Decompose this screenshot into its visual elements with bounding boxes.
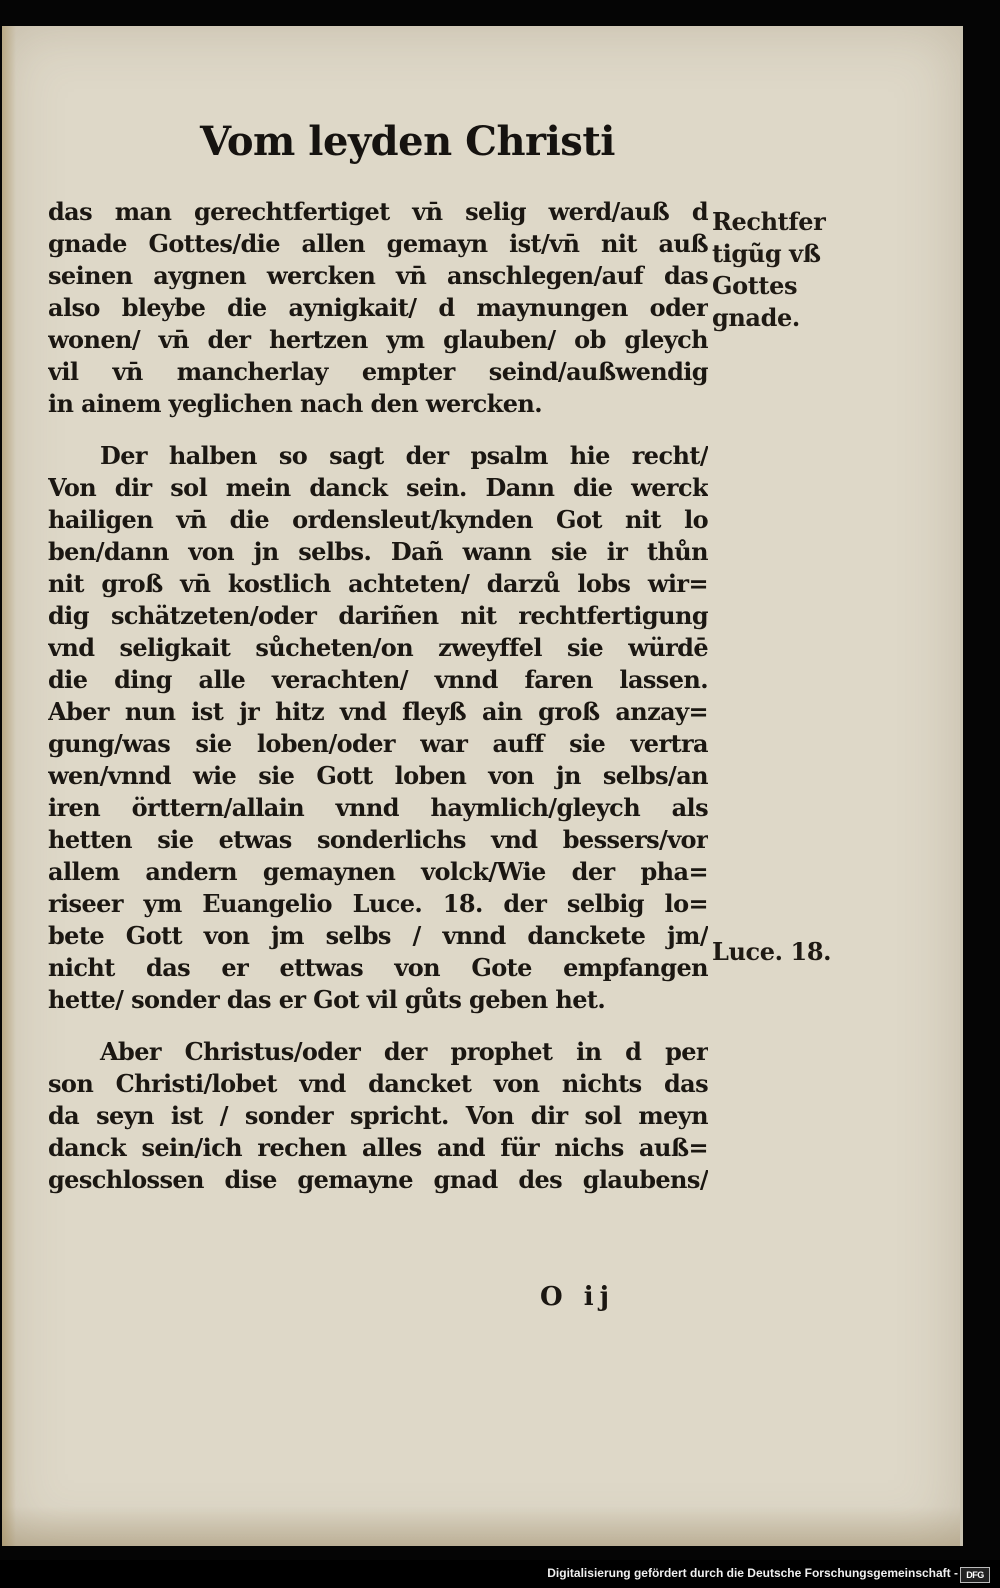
margin-note-rechtfertigung: Rechtfer tigũg vß Gottes gnade. [712, 207, 826, 332]
text-line: riseer ym Euangelio Luce. 18. der selbig lo= [48, 889, 708, 918]
dfg-logo: DFG [960, 1567, 990, 1583]
text-line: allem andern gemaynen volck/Wie der pha= [48, 857, 708, 886]
text-line: nit groß vn̄ kostlich achteten/ darzů lobs wir= [48, 569, 708, 598]
text-line: iren örttern/allain vnnd haymlich/gleych als [48, 793, 708, 822]
funding-credit: Digitalisierung gefördert durch die Deutsche Forschungsgemeinschaft - [547, 1566, 958, 1580]
text-line: gnade Gottes/die allen gemayn ist/vn̄ nit auß [48, 229, 708, 258]
text-line: die ding alle verachten/ vnnd faren lassen. [48, 665, 708, 694]
text-line: Aber Christus/oder der prophet in d per [100, 1037, 708, 1066]
paragraph-2 [48, 440, 708, 1016]
text-line: Aber nun ist jr hitz vnd fleyß ain groß anzay= [48, 697, 708, 726]
text-line: bete Gott von jm selbs / vnnd danckete jm/ [48, 921, 708, 950]
text-line: hetten sie etwas sonderlichs vnd bessers/vor [48, 825, 708, 854]
text-line: seinen aygnen wercken vn̄ anschlegen/auf das [48, 261, 708, 290]
text-line: hailigen vn̄ die ordensleut/kynden Got nit lo [48, 505, 708, 534]
text-line: also bleybe die aynigkait/ d maynungen oder [48, 293, 708, 322]
main-text [48, 196, 708, 1196]
text-line: da seyn ist / sonder spricht. Von dir sol meyn [48, 1101, 708, 1130]
signature-mark: O ij [540, 1282, 615, 1312]
text-line: Von dir sol mein danck sein. Dann die werck [48, 473, 708, 502]
margin-note-luce: Luce. 18. [712, 937, 832, 966]
text-line: dig schätzeten/oder dariñen nit rechtfertigung [48, 601, 708, 630]
text-line: nicht das er ettwas von Gote empfangen [48, 953, 708, 982]
text-line: vnd seligkait sůcheten/on zweyffel sie würdē [48, 633, 708, 662]
running-head: Vom leyden Christi [200, 118, 615, 165]
text-line: son Christi/lobet vnd dancket von nichts das [48, 1069, 708, 1098]
digitization-footer [0, 1560, 1000, 1588]
text-line: vil vn̄ mancherlay empter seind/außwendig [48, 357, 708, 386]
paragraph-1 [48, 196, 708, 420]
text-line: das man gerechtfertiget vn̄ selig werd/auß d [48, 197, 708, 226]
page-stain [2, 1506, 960, 1546]
text-line: wen/vnnd wie sie Gott loben von jn selbs/an [48, 761, 708, 790]
paragraph-3 [48, 1036, 708, 1196]
text-line: gung/was sie loben/oder war auff sie vertra [48, 729, 708, 758]
text-line: geschlossen dise gemayne gnad des glaubens/ [48, 1165, 708, 1194]
text-line: ben/dann von jn selbs. Dañ wann sie ir thůn [48, 537, 708, 566]
page-gutter-shadow [2, 26, 16, 1546]
text-line: wonen/ vn̄ der hertzen ym glauben/ ob gleych [48, 325, 708, 354]
text-line: danck sein/ich rechen alles and für nichs auß= [48, 1133, 708, 1162]
text-line: Der halben so sagt der psalm hie recht/ [100, 441, 708, 470]
text-line: in ainem yeglichen nach den wercken. [48, 389, 542, 418]
text-line: hette/ sonder das er Got vil gůts geben het. [48, 985, 606, 1014]
